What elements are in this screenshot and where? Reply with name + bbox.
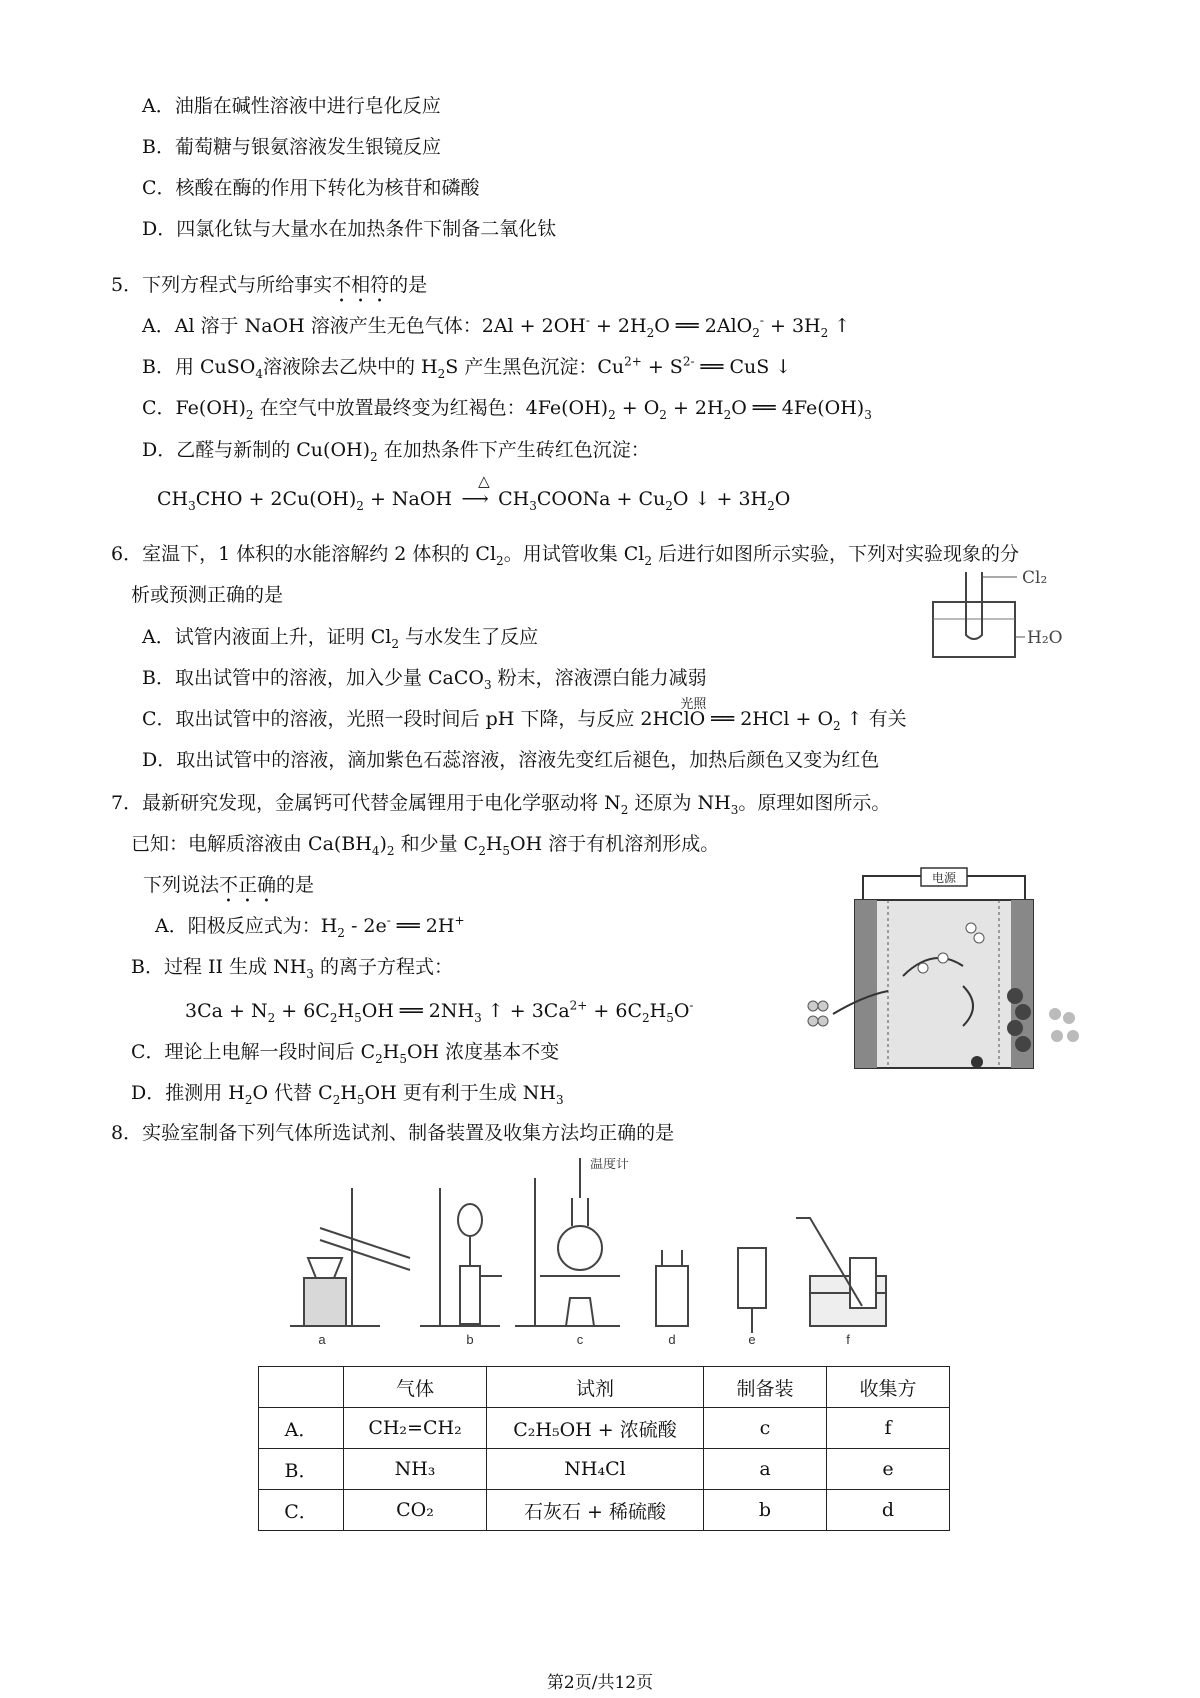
q8-apparatus-figure (290, 1158, 930, 1348)
q4-option-b: B．葡萄糖与银氨溶液发生银镜反应 (142, 136, 441, 158)
q4-option-d: D．四氯化钛与大量水在加热条件下制备二氧化钛 (142, 218, 557, 240)
table-cell: CH₂=CH₂ (344, 1408, 487, 1449)
q7-option-d: D．推测用 $H_2O$ 代替 $C_2H_5OH$ 更有利于生成 $NH_3$ (131, 1082, 564, 1107)
q6-stem-line1: 6．室温下，1 体积的水能溶解约 2 体积的 $Cl_2$。用试管收集 $Cl_2$ 后进行如图所示实验，下列对实验现象的分 (111, 543, 1020, 568)
q5-option-b: B．用 CuSO$_4$溶液除去乙炔中的 $H_2S$ 产生黑色沉淀：$Cu^{2+} + S^{2-}$ ══ CuS ↓ (142, 354, 792, 381)
q6-option-c: C．取出试管中的溶液，光照一段时间后 pH 下降，与反应 光照 2HClO ══ $2HCl + O_2$ ↑ 有关 (142, 706, 907, 732)
table-cell: B． (259, 1449, 344, 1490)
table-cell: a (704, 1449, 827, 1490)
thermometer-label: 温度计 (590, 1158, 630, 1172)
apparatus-label-f: f (846, 1332, 850, 1347)
table-cell: A． (259, 1408, 344, 1449)
q7-electrolysis-figure (793, 866, 1093, 1076)
fig-label-cl2: Cl₂ (1022, 568, 1048, 588)
table-cell: c (704, 1408, 827, 1449)
page-footer: 第2页/共12页 (546, 1673, 654, 1693)
q7-known: 已知：电解质溶液由 $Ca(BH_4)_2$ 和少量 $C_2H_5OH$ 溶于有机溶剂形成。 (131, 833, 720, 858)
apparatus-label-e: e (748, 1332, 756, 1347)
power-source-label: 电源 (931, 871, 957, 885)
apparatus-label-d: d (668, 1332, 676, 1347)
table-cell: e (827, 1449, 950, 1490)
table-cell: b (704, 1490, 827, 1531)
heat-symbol: △ (478, 472, 490, 490)
table-row (259, 1490, 950, 1531)
table-cell: C． (259, 1490, 344, 1531)
q6-option-b: B．取出试管中的溶液，加入少量 CaCO$_3$ 粉末，溶液漂白能力减弱 (142, 667, 707, 692)
q5-option-d: D．乙醛与新制的 $Cu(OH)_2$ 在加热条件下产生砖红色沉淀： (142, 439, 650, 464)
q4-option-c: C．核酸在酶的作用下转化为核苷和磷酸 (142, 177, 480, 199)
table-header-cell (259, 1367, 344, 1408)
q6-option-d: D．取出试管中的溶液，滴加紫色石蕊溶液，溶液先变红后褪色，加热后颜色又变为红色 (142, 749, 880, 771)
table-row (259, 1449, 950, 1490)
light-condition: 光照 (680, 697, 707, 712)
q8-stem: 8．实验室制备下列气体所选试剂、制备装置及收集方法均正确的是 (111, 1122, 675, 1144)
table-row (259, 1408, 950, 1449)
apparatus-label-b: b (466, 1332, 474, 1347)
apparatus-label-c: c (576, 1332, 584, 1347)
table-cell: NH₄Cl (487, 1449, 704, 1490)
table-cell: d (827, 1490, 950, 1531)
table-cell: C₂H₅OH + 浓硫酸 (487, 1408, 704, 1449)
q7-option-c: C．理论上电解一段时间后 $C_2H_5OH$ 浓度基本不变 (131, 1041, 560, 1066)
q7-ask: 下列说法不正确的是 (143, 874, 315, 896)
table-cell: f (827, 1408, 950, 1449)
q7-option-b-equation: $3Ca + N_2 + 6C_2H_5OH$ ══ $2NH_3$ ↑ + $3Ca^{2+} + 6C_2H_5O^-$ (185, 998, 694, 1025)
table-cell: NH₃ (344, 1449, 487, 1490)
q6-option-a: A．试管内液面上升，证明 $Cl_2$ 与水发生了反应 (142, 626, 539, 651)
q5-equation: $CH_3CHO + 2Cu(OH)_2$ + NaOH ⟶ △ $CH_3COONa + Cu_2O$ ↓ + $3H_2O$ (157, 486, 790, 512)
q7-stem: 7．最新研究发现，金属钙可代替金属锂用于电化学驱动将 $N_2$ 还原为 $NH_3$。原理如图所示。 (111, 792, 891, 817)
q5-option-c: C．$Fe(OH)_2$ 在空气中放置最终变为红褐色：$4Fe(OH)_2 + O_2 + 2H_2O$ ══ $4Fe(OH)_3$ (142, 397, 872, 422)
q8-options-table (258, 1366, 950, 1531)
q5-option-a: A．Al 溶于 NaOH 溶液产生无色气体：$2Al + 2OH^- + 2H_2O$ ══ $2AlO_2^- + 3H_2$ ↑ (142, 313, 851, 340)
table-header-row (259, 1367, 950, 1408)
table-header-cell: 制备装 (704, 1367, 827, 1408)
table-cell: CO₂ (344, 1490, 487, 1531)
table-header-cell: 试剂 (487, 1367, 704, 1408)
table-header-cell: 收集方 (827, 1367, 950, 1408)
q6-test-tube-figure (925, 567, 1075, 662)
q7-option-b: B．过程 II 生成 $NH_3$ 的离子方程式： (131, 956, 453, 981)
q6-stem-line2: 析或预测正确的是 (131, 584, 284, 606)
q4-option-a: A．油脂在碱性溶液中进行皂化反应 (142, 95, 441, 117)
apparatus-label-a: a (318, 1332, 326, 1347)
q5-stem: 5．下列方程式与所给事实不相符的是 (111, 274, 428, 296)
table-header-cell: 气体 (344, 1367, 487, 1408)
fig-label-h2o: H₂O (1027, 628, 1063, 648)
q7-option-a: A．阳极反应式为：$H_2 - 2e^-$ ══ 2H+ (155, 913, 465, 940)
left-electrode (855, 900, 877, 1068)
table-cell: 石灰石 + 稀硫酸 (487, 1490, 704, 1531)
